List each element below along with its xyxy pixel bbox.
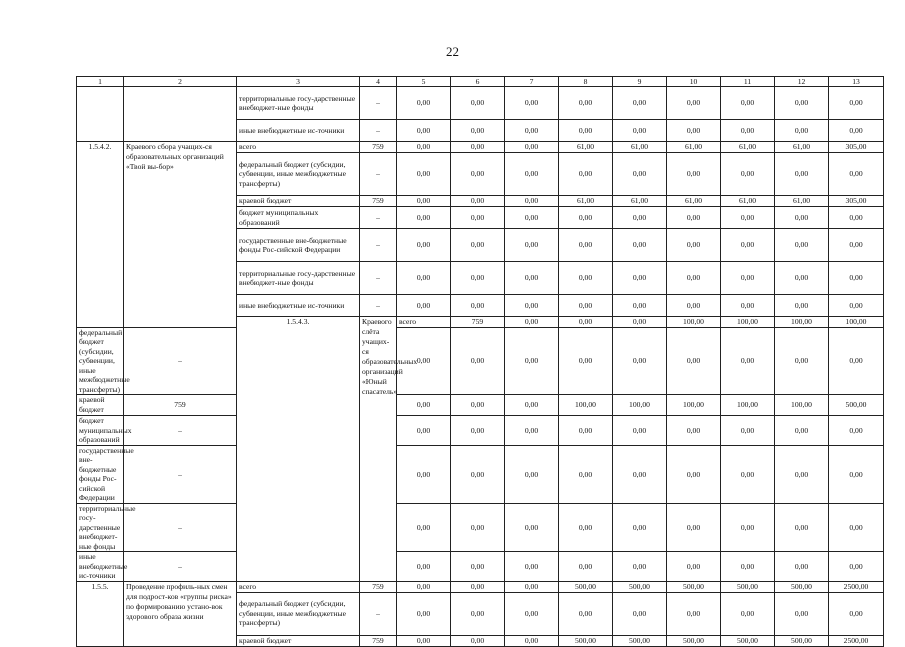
funding-source: федеральный бюджет (субсидии, субвенции, иные межбюджетные трансферты): [237, 592, 360, 635]
value-cell-11: 61,00: [721, 196, 775, 207]
value-cell-6: 0,00: [451, 196, 505, 207]
value-cell-12: 100,00: [775, 395, 829, 416]
value-cell-8: 100,00: [559, 395, 613, 416]
row-code: 1.5.5.: [77, 581, 124, 646]
value-cell-12: 61,00: [775, 196, 829, 207]
value-cell-13: 0,00: [829, 153, 884, 196]
table-row: [77, 142, 884, 153]
value-cell-6: 0,00: [451, 142, 505, 153]
value-cell-5: 0,00: [397, 416, 451, 445]
header-cell-11: 11: [721, 77, 775, 87]
table-row: [77, 445, 884, 503]
value-cell-8: 61,00: [559, 142, 613, 153]
value-cell-8: 0,00: [559, 295, 613, 317]
header-cell-6: 6: [451, 77, 505, 87]
grbs-code: 759: [124, 395, 237, 416]
grbs-code: 759: [360, 196, 397, 207]
value-cell-11: 0,00: [721, 328, 775, 395]
grbs-code: –: [360, 153, 397, 196]
value-cell-13: 0,00: [829, 328, 884, 395]
grbs-code: 759: [360, 142, 397, 153]
header-cell-3: 3: [237, 77, 360, 87]
table-row: [77, 87, 884, 120]
value-cell-10: 100,00: [667, 395, 721, 416]
funding-source: краевой бюджет: [237, 635, 360, 646]
value-cell-11: 0,00: [721, 552, 775, 581]
value-cell-5: 0,00: [505, 317, 559, 328]
row-code: 1.5.4.3.: [237, 317, 360, 582]
value-cell-12: 0,00: [775, 207, 829, 229]
value-cell-11: 0,00: [721, 503, 775, 551]
row-code: 1.5.4.2.: [77, 142, 124, 328]
value-cell-8: 0,00: [559, 153, 613, 196]
row-name: [124, 87, 237, 142]
value-cell-7: 0,00: [505, 153, 559, 196]
value-cell-9: 0,00: [613, 552, 667, 581]
funding-source: территориальные госу-дарственные внебюджет-ные фонды: [77, 503, 124, 551]
value-cell-5: 0,00: [397, 445, 451, 503]
header-cell-7: 7: [505, 77, 559, 87]
value-cell-8: 0,00: [559, 445, 613, 503]
grbs-code: 759: [360, 581, 397, 592]
header-cell-4: 4: [360, 77, 397, 87]
value-cell-11: 500,00: [721, 635, 775, 646]
table-row: [77, 581, 884, 592]
value-cell-11: 0,00: [721, 445, 775, 503]
funding-source: государственные вне-бюджетные фонды Рос-сийской Федерации: [237, 229, 360, 262]
value-cell-8: 500,00: [559, 635, 613, 646]
value-cell-9: 0,00: [613, 328, 667, 395]
value-cell-12: 500,00: [775, 635, 829, 646]
funding-source: иные внебюджетные ис-точники: [77, 552, 124, 581]
value-cell-6: 0,00: [451, 581, 505, 592]
value-cell-12: 0,00: [775, 416, 829, 445]
header-cell-9: 9: [613, 77, 667, 87]
value-cell-6: 0,00: [451, 262, 505, 295]
value-cell-10: 61,00: [667, 196, 721, 207]
value-cell-6: 0,00: [451, 635, 505, 646]
value-cell-7: 0,00: [505, 328, 559, 395]
value-cell-13: 0,00: [829, 552, 884, 581]
value-cell-8: 500,00: [559, 581, 613, 592]
value-cell-5: 0,00: [397, 120, 451, 142]
value-cell-10: 0,00: [667, 295, 721, 317]
value-cell-12: 500,00: [775, 581, 829, 592]
value-cell-6: 0,00: [451, 552, 505, 581]
value-cell-7: 0,00: [505, 196, 559, 207]
value-cell-13: 305,00: [829, 196, 884, 207]
value-cell-11: 0,00: [721, 416, 775, 445]
value-cell-7: 0,00: [505, 592, 559, 635]
value-cell-9: 0,00: [613, 503, 667, 551]
value-cell-8: 0,00: [559, 416, 613, 445]
value-cell-8: 0,00: [559, 328, 613, 395]
value-cell-12: 0,00: [775, 295, 829, 317]
value-cell-9: 500,00: [613, 635, 667, 646]
value-cell-9: 0,00: [613, 295, 667, 317]
value-cell-8: 0,00: [559, 120, 613, 142]
value-cell-8: 61,00: [559, 196, 613, 207]
value-cell-12: 0,00: [775, 229, 829, 262]
value-cell-13: 0,00: [829, 87, 884, 120]
value-cell-13: 0,00: [829, 416, 884, 445]
value-cell-10: 0,00: [667, 207, 721, 229]
value-cell-6: 0,00: [451, 295, 505, 317]
value-cell-12: 0,00: [775, 120, 829, 142]
value-cell-6: 0,00: [451, 153, 505, 196]
value-cell-10: 500,00: [667, 635, 721, 646]
value-cell-5: 0,00: [397, 196, 451, 207]
value-cell-7: 0,00: [505, 445, 559, 503]
value-cell-7: 0,00: [505, 416, 559, 445]
value-cell-13: 0,00: [829, 445, 884, 503]
value-cell-6: 0,00: [451, 328, 505, 395]
value-cell-12: 0,00: [775, 262, 829, 295]
value-cell-9: 500,00: [613, 581, 667, 592]
value-cell-7: 0,00: [505, 229, 559, 262]
header-cell-12: 12: [775, 77, 829, 87]
row-code: [77, 87, 124, 142]
value-cell-9: 0,00: [613, 416, 667, 445]
value-cell-10: 0,00: [667, 87, 721, 120]
funding-source: всего: [237, 142, 360, 153]
grbs-code: –: [360, 120, 397, 142]
value-cell-11: 0,00: [721, 295, 775, 317]
value-cell-10: 0,00: [667, 445, 721, 503]
row-name: Проведение профиль-ных смен для подрост-ков «группы риска» по формированию устано-вок здорового образа жизни: [124, 581, 237, 646]
value-cell-11: 0,00: [721, 120, 775, 142]
value-cell-12: 0,00: [775, 87, 829, 120]
grbs-code: –: [124, 416, 237, 445]
value-cell-9: 100,00: [613, 395, 667, 416]
value-cell-5: 0,00: [397, 207, 451, 229]
value-cell-9: 0,00: [613, 262, 667, 295]
value-cell-11: 100,00: [721, 395, 775, 416]
value-cell-11: 500,00: [721, 581, 775, 592]
value-cell-6: 0,00: [451, 503, 505, 551]
header-cell-5: 5: [397, 77, 451, 87]
value-cell-8: 100,00: [667, 317, 721, 328]
value-cell-11: 0,00: [721, 153, 775, 196]
value-cell-10: 0,00: [667, 120, 721, 142]
value-cell-13: 0,00: [829, 120, 884, 142]
value-cell-9: 0,00: [613, 120, 667, 142]
value-cell-5: 0,00: [397, 592, 451, 635]
value-cell-12: 61,00: [775, 142, 829, 153]
funding-source: иные внебюджетные ис-точники: [237, 120, 360, 142]
value-cell-5: 0,00: [397, 635, 451, 646]
value-cell-6: 0,00: [451, 87, 505, 120]
value-cell-13: 2500,00: [829, 581, 884, 592]
value-cell-10: 0,00: [667, 153, 721, 196]
funding-source: иные внебюджетные ис-точники: [237, 295, 360, 317]
grbs-code: –: [360, 592, 397, 635]
value-cell-9: 100,00: [721, 317, 775, 328]
value-cell-7: 0,00: [505, 503, 559, 551]
value-cell-13: 305,00: [829, 142, 884, 153]
value-cell-8: 0,00: [559, 592, 613, 635]
grbs-code: –: [360, 229, 397, 262]
grbs-code: –: [360, 87, 397, 120]
value-cell-11: 0,00: [721, 87, 775, 120]
value-cell-13: 0,00: [829, 262, 884, 295]
value-cell-6: 0,00: [451, 445, 505, 503]
value-cell-8: 0,00: [559, 552, 613, 581]
value-cell-8: 0,00: [559, 262, 613, 295]
value-cell-5: 0,00: [397, 142, 451, 153]
value-cell-6: 0,00: [451, 395, 505, 416]
value-cell-9: 0,00: [613, 153, 667, 196]
funding-source: территориальные госу-дарственные внебюджет-ные фонды: [237, 262, 360, 295]
value-cell-9: 61,00: [613, 142, 667, 153]
value-cell-12: 0,00: [775, 592, 829, 635]
value-cell-13: 0,00: [829, 295, 884, 317]
value-cell-12: 0,00: [775, 503, 829, 551]
grbs-code: –: [360, 262, 397, 295]
funding-source: государственные вне-бюджетные фонды Рос-сийской Федерации: [77, 445, 124, 503]
row-name: Краевого слёта учащих-ся образовательных организаций «Юный спасатель»: [360, 317, 397, 582]
value-cell-5: 0,00: [397, 153, 451, 196]
header-cell-1: 1: [77, 77, 124, 87]
table-row: [77, 328, 884, 395]
value-cell-6: 0,00: [451, 416, 505, 445]
value-cell-10: 0,00: [667, 262, 721, 295]
table-row: [77, 416, 884, 445]
grbs-code: –: [124, 445, 237, 503]
grbs-code: –: [124, 328, 237, 395]
value-cell-13: 0,00: [829, 207, 884, 229]
value-cell-11: 0,00: [721, 592, 775, 635]
budget-table: [76, 76, 884, 647]
grbs-code: –: [124, 503, 237, 551]
value-cell-5: 0,00: [397, 295, 451, 317]
grbs-code: –: [360, 295, 397, 317]
table-row: [77, 503, 884, 551]
value-cell-11: 0,00: [721, 262, 775, 295]
value-cell-11: 0,00: [721, 207, 775, 229]
grbs-code: 759: [451, 317, 505, 328]
value-cell-9: 0,00: [613, 207, 667, 229]
value-cell-10: 100,00: [775, 317, 829, 328]
value-cell-7: 0,00: [505, 295, 559, 317]
grbs-code: –: [360, 207, 397, 229]
value-cell-12: 0,00: [775, 445, 829, 503]
value-cell-6: 0,00: [451, 592, 505, 635]
funding-source: федеральный бюджет (субсидии, субвенции, иные межбюджетные трансферты): [237, 153, 360, 196]
value-cell-12: 0,00: [775, 328, 829, 395]
value-cell-9: 0,00: [613, 229, 667, 262]
funding-source: всего: [397, 317, 451, 328]
value-cell-6: 0,00: [451, 207, 505, 229]
value-cell-7: 0,00: [505, 635, 559, 646]
value-cell-10: 0,00: [667, 503, 721, 551]
value-cell-5: 0,00: [397, 328, 451, 395]
value-cell-9: 61,00: [613, 196, 667, 207]
value-cell-7: 0,00: [505, 120, 559, 142]
value-cell-7: 0,00: [505, 207, 559, 229]
value-cell-10: 0,00: [667, 328, 721, 395]
table-row: [77, 395, 884, 416]
value-cell-10: 0,00: [667, 592, 721, 635]
value-cell-12: 0,00: [775, 153, 829, 196]
value-cell-9: 0,00: [613, 87, 667, 120]
value-cell-5: 0,00: [397, 229, 451, 262]
value-cell-5: 0,00: [397, 262, 451, 295]
value-cell-10: 0,00: [667, 416, 721, 445]
value-cell-8: 0,00: [559, 87, 613, 120]
value-cell-6: 0,00: [451, 120, 505, 142]
funding-source: бюджет муниципальных образований: [237, 207, 360, 229]
funding-source: федеральный бюджет (субсидии, субвенции, иные межбюджетные трансферты): [77, 328, 124, 395]
row-name: Краевого сбора учащих-ся образовательных организаций «Твой вы-бор»: [124, 142, 237, 328]
value-cell-7: 0,00: [613, 317, 667, 328]
value-cell-5: 0,00: [397, 503, 451, 551]
value-cell-5: 0,00: [397, 87, 451, 120]
grbs-code: –: [124, 552, 237, 581]
funding-source: бюджет муниципальных образований: [77, 416, 124, 445]
value-cell-13: 0,00: [829, 592, 884, 635]
value-cell-5: 0,00: [397, 552, 451, 581]
value-cell-11: 0,00: [721, 229, 775, 262]
value-cell-7: 0,00: [505, 395, 559, 416]
value-cell-10: 500,00: [667, 581, 721, 592]
funding-source: краевой бюджет: [237, 196, 360, 207]
grbs-code: 759: [360, 635, 397, 646]
value-cell-6: 0,00: [451, 229, 505, 262]
value-cell-10: 61,00: [667, 142, 721, 153]
header-row: [77, 77, 884, 87]
value-cell-9: 0,00: [613, 592, 667, 635]
value-cell-8: 0,00: [559, 207, 613, 229]
value-cell-11: 100,00: [829, 317, 884, 328]
value-cell-7: 0,00: [505, 262, 559, 295]
funding-source: всего: [237, 581, 360, 592]
value-cell-5: 0,00: [397, 581, 451, 592]
value-cell-7: 0,00: [505, 552, 559, 581]
value-cell-9: 0,00: [613, 445, 667, 503]
header-cell-2: 2: [124, 77, 237, 87]
value-cell-8: 0,00: [559, 229, 613, 262]
value-cell-8: 0,00: [559, 503, 613, 551]
table-row: [77, 552, 884, 581]
value-cell-11: 61,00: [721, 142, 775, 153]
funding-source: краевой бюджет: [77, 395, 124, 416]
page-number: 22: [446, 44, 459, 59]
value-cell-6: 0,00: [559, 317, 613, 328]
value-cell-7: 0,00: [505, 142, 559, 153]
value-cell-7: 0,00: [505, 87, 559, 120]
value-cell-13: 0,00: [829, 503, 884, 551]
value-cell-10: 0,00: [667, 229, 721, 262]
value-cell-12: 0,00: [775, 552, 829, 581]
header-cell-10: 10: [667, 77, 721, 87]
header-cell-13: 13: [829, 77, 884, 87]
funding-source: территориальные госу-дарственные внебюджет-ные фонды: [237, 87, 360, 120]
value-cell-5: 0,00: [397, 395, 451, 416]
value-cell-7: 0,00: [505, 581, 559, 592]
value-cell-10: 0,00: [667, 552, 721, 581]
header-cell-8: 8: [559, 77, 613, 87]
value-cell-13: 2500,00: [829, 635, 884, 646]
value-cell-13: 500,00: [829, 395, 884, 416]
value-cell-13: 0,00: [829, 229, 884, 262]
